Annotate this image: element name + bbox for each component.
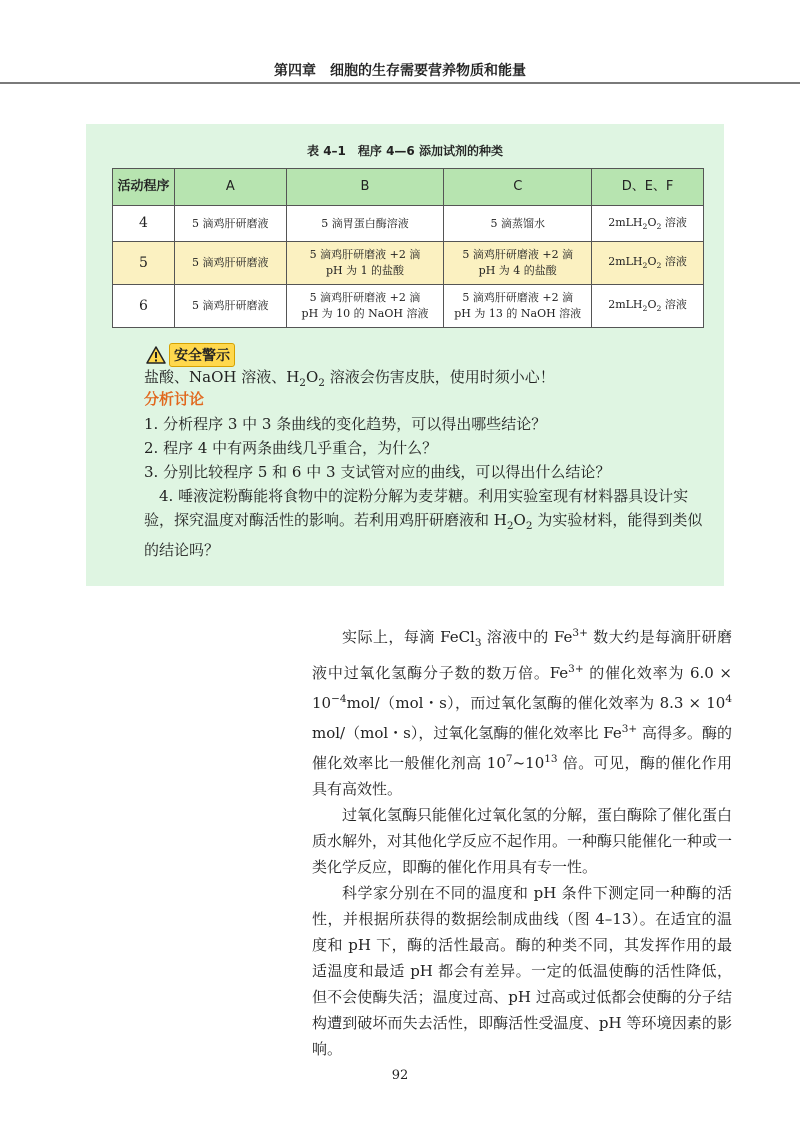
table-row xyxy=(113,285,704,328)
table-row xyxy=(113,206,704,242)
cell-line: pH 为 1 的盐酸 xyxy=(325,264,405,277)
superscript: 3+ xyxy=(572,627,588,639)
step-cell: 5 xyxy=(113,242,175,285)
table-cell: 5 滴鸡肝研磨液 xyxy=(174,206,286,242)
text-run: 盐酸、NaOH 溶液、H xyxy=(144,368,300,386)
subscript: 3 xyxy=(474,637,482,649)
cell-subscript: 2 xyxy=(656,222,662,232)
cell-subscript: 2 xyxy=(656,304,662,314)
superscript: 4 xyxy=(725,693,732,705)
paragraph-specificity: 过氧化氢酶只能催化过氧化氢的分解，蛋白酶除了催化蛋白质水解外，对其他化学反应不起作用。一种酶只能催化一种或一类化学反应，即酶的催化作用具有专一性。 xyxy=(312,806,733,876)
table-cell: 5 滴胃蛋白酶溶液 xyxy=(286,206,444,242)
warning-triangle-icon xyxy=(146,346,166,364)
cell-text: 溶液 xyxy=(661,298,687,312)
text-run: 溶液会伤害皮肤，使用时须小心！ xyxy=(324,368,555,386)
cell-line: pH 为 4 的盐酸 xyxy=(478,264,557,277)
table-title: 表 4–1 程序 4—6 添加试剂的种类 xyxy=(307,144,503,158)
text-run: 倍。可见，酶的催化作用具有高效性。 xyxy=(312,754,732,798)
paragraph-efficiency xyxy=(312,620,732,802)
table-header-cell: B xyxy=(286,169,444,206)
question-1: 1. 分析程序 3 中 3 条曲线的变化趋势，可以得出哪些结论？ xyxy=(144,415,547,433)
cell-line: pH 为 10 的 NaOH 溶液 xyxy=(301,307,429,320)
subscript: 2 xyxy=(318,377,325,389)
text-run: O xyxy=(513,511,526,529)
cell-line: 5 滴鸡肝研磨液 +2 滴 xyxy=(309,291,421,305)
table-cell: 5 滴鸡肝研磨液 xyxy=(174,285,286,328)
table-cell xyxy=(592,242,704,285)
cell-text: O xyxy=(647,255,657,269)
table-header-cell: 活动程序 xyxy=(113,169,175,206)
table-row xyxy=(113,242,704,285)
text-run: mol/（mol・s），而过氧化氢酶的催化效率为 8.3 × 10 xyxy=(346,694,726,712)
cell-text: 2mLH xyxy=(608,298,643,312)
cell-subscript: 2 xyxy=(642,304,648,314)
superscript: 7 xyxy=(505,753,513,765)
table-cell xyxy=(444,242,592,285)
cell-subscript: 2 xyxy=(642,261,648,271)
subscript: 2 xyxy=(506,520,514,532)
table-header-row xyxy=(113,169,704,206)
cell-line: 5 滴鸡肝研磨液 +2 滴 xyxy=(309,248,421,262)
subscript: 2 xyxy=(299,377,306,389)
text-run: 的催化效率为 6.0 × 10 xyxy=(312,664,733,712)
table-cell: 5 滴鸡肝研磨液 xyxy=(174,242,286,285)
table-cell: 5 滴蒸馏水 xyxy=(444,206,592,242)
page-number: 92 xyxy=(391,1068,409,1083)
cell-text: O xyxy=(647,298,657,312)
text-run: 溶液中的 Fe xyxy=(481,628,573,646)
header-rule xyxy=(0,82,800,84)
cell-line: 5 滴鸡肝研磨液 +2 滴 xyxy=(462,291,574,305)
step-cell: 6 xyxy=(113,285,175,328)
superscript: 3+ xyxy=(568,663,584,675)
activity-box xyxy=(86,124,724,586)
cell-text: 2mLH xyxy=(608,255,643,269)
table-cell xyxy=(286,285,444,328)
cell-text: 溶液 xyxy=(661,215,687,229)
table-cell xyxy=(444,285,592,328)
text-run: 高得多。酶的催化效率比一般催化剂高 10 xyxy=(312,724,732,772)
safety-warning-badge xyxy=(146,343,235,367)
table-header-cell: A xyxy=(174,169,286,206)
cell-text: 2mLH xyxy=(608,215,643,229)
text-run: 实际上，每滴 FeCl xyxy=(342,628,475,646)
body-text xyxy=(312,620,732,1062)
table-cell xyxy=(286,242,444,285)
analysis-heading: 分析讨论 xyxy=(144,390,205,408)
paragraph-conditions: 科学家分别在不同的温度和 pH 条件下测定同一种酶的活性，并根据所获得的数据绘制成曲线（图 4–13）。在适宜的温度和 pH 下，酶的活性最高。酶的种类不同，其发挥作用的最适温度和最适 pH 都会有差异。一定的低温使酶的活性降低，但不会使酶失活；温度过高、pH 过高或过低都会使酶的分子结构遭到破坏而失去活性，即酶活性受温度、pH 等环境因素的影响。 xyxy=(312,884,732,1058)
superscript: −4 xyxy=(331,693,347,705)
table-header-cell: D、E、F xyxy=(592,169,704,206)
question-4 xyxy=(144,484,714,562)
reagent-table xyxy=(112,168,704,328)
step-cell: 4 xyxy=(113,206,175,242)
text-run: 为实验材料，能得到类似的结论吗？ xyxy=(144,511,703,559)
cell-line: 5 滴鸡肝研磨液 +2 滴 xyxy=(462,248,574,262)
text-run: 数大约是每滴肝研磨液中过氧化氢酶分子数的数万倍。Fe xyxy=(312,628,732,682)
cell-subscript: 2 xyxy=(656,261,662,271)
table-header-cell: C xyxy=(444,169,592,206)
text-run: mol/（mol・s），过氧化氢酶的催化效率比 Fe xyxy=(312,724,622,742)
chapter-header: 第四章 细胞的生存需要营养物质和能量 xyxy=(274,63,526,79)
cell-text: 溶液 xyxy=(661,255,687,269)
superscript: 13 xyxy=(544,753,558,765)
text-run: 4. 唾液淀粉酶能将食物中的淀粉分解为麦芽糖。利用实验室现有材料器具设计实验，探究温度对酶活性的影响。若利用鸡肝研磨液和 H xyxy=(144,487,689,529)
subscript: 2 xyxy=(525,520,533,532)
question-3: 3. 分别比较程序 5 和 6 中 3 支试管对应的曲线，可以得出什么结论？ xyxy=(144,463,611,481)
superscript: 3+ xyxy=(621,723,638,735)
table-cell xyxy=(592,206,704,242)
table-cell xyxy=(592,285,704,328)
cell-text: O xyxy=(647,215,657,229)
question-2: 2. 程序 4 中有两条曲线几乎重合，为什么？ xyxy=(144,439,438,457)
safety-warning-label: 安全警示 xyxy=(169,343,235,367)
safety-text xyxy=(144,365,714,395)
text-run: ~10 xyxy=(512,754,545,772)
text-run: O xyxy=(305,368,319,386)
cell-subscript: 2 xyxy=(642,222,648,232)
cell-line: pH 为 13 的 NaOH 溶液 xyxy=(454,307,582,320)
